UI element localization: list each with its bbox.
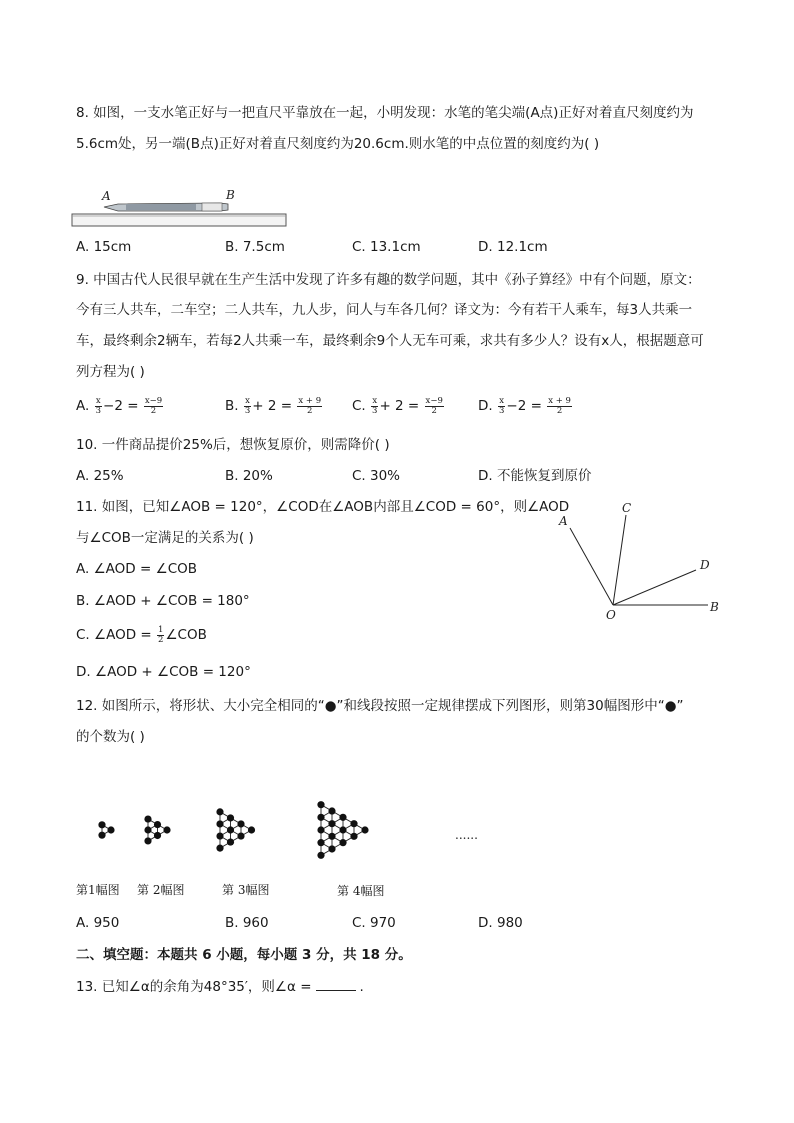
- q10-option-a[interactable]: A. 25%: [76, 468, 124, 484]
- ray-b-label: B: [710, 600, 719, 614]
- pattern-dot-fig3: [227, 838, 234, 845]
- pattern-dot-fig3: [227, 814, 234, 821]
- q9-text-line1: 9. 中国古代人民很早就在生产生活中发现了许多有趣的数学问题，其中《孙子算经》中有个问题，原文：: [76, 272, 701, 288]
- q9-option-a[interactable]: A. $\frac{x}{3}$ −2 = $\frac{x-9}{2}$: [76, 395, 163, 416]
- answer-blank[interactable]: [316, 976, 356, 991]
- q12-option-a[interactable]: A. 950: [76, 915, 120, 931]
- pattern-dot-fig3: [237, 820, 244, 827]
- angle-figure: [550, 498, 730, 623]
- q8-text-line1: 8. 如图，一支水笔正好与一把直尺平靠放在一起，小明发现：水笔的笔尖端(A点)正好对着直尺刻度约为: [76, 105, 694, 121]
- q12-text-line2: 的个数为( ): [76, 729, 145, 745]
- caption-figure-2: 第 2幅图: [137, 883, 185, 897]
- pattern-dot-fig4: [350, 820, 357, 827]
- point-b-label: B: [226, 188, 235, 202]
- q11-option-d[interactable]: D. ∠AOD + ∠COB = 120°: [76, 664, 251, 680]
- q10-text: 10. 一件商品提价25%后，想恢复原价，则需降价( ): [76, 437, 390, 453]
- pattern-dot-fig3: [216, 820, 223, 827]
- section-fill-in-heading: 二、填空题：本题共 6 小题，每小题 3 分，共 18 分。: [76, 947, 412, 963]
- point-a-label: A: [102, 189, 111, 203]
- vertex-o-label: O: [606, 608, 616, 622]
- pattern-dot-fig3: [216, 832, 223, 839]
- pattern-dot-fig2: [144, 837, 151, 844]
- pen-ruler-figure: [70, 186, 290, 234]
- pattern-dot-fig1: [107, 826, 114, 833]
- q8-option-b[interactable]: B. 7.5cm: [225, 239, 285, 255]
- pattern-dot-fig2: [144, 826, 151, 833]
- pattern-dot-fig3: [237, 832, 244, 839]
- pattern-dot-fig4: [317, 801, 324, 808]
- pattern-dot-fig4: [339, 839, 346, 846]
- pattern-dot-fig4: [317, 814, 324, 821]
- q10-option-d[interactable]: D. 不能恢复到原价: [478, 468, 592, 484]
- caption-figure-1: 第1幅图: [76, 883, 120, 897]
- q9-option-c[interactable]: C. $\frac{x}{3}$ + 2 = $\frac{x-9}{2}$: [352, 395, 443, 416]
- pattern-dot-fig4: [317, 839, 324, 846]
- q9-text-line4: 列方程为( ): [76, 364, 145, 380]
- pattern-dot-fig3: [216, 845, 223, 852]
- pattern-dot-fig4: [317, 852, 324, 859]
- pattern-dot-fig4: [339, 826, 346, 833]
- pattern-dot-fig4: [328, 833, 335, 840]
- ray-a-label: A: [559, 514, 568, 528]
- pattern-dot-fig3: [248, 826, 255, 833]
- q9-text-line3: 车，最终剩余2辆车，若每2人共乘一车，最终剩余9个人无车可乘，求共有多少人？设有x人，根据题意可: [76, 333, 704, 349]
- q9-option-d[interactable]: D. $\frac{x}{3}$ −2 = $\frac{x + 9}{2}$: [478, 395, 571, 416]
- q8-option-a[interactable]: A. 15cm: [76, 239, 132, 255]
- pattern-dot-fig3: [216, 808, 223, 815]
- pattern-dot-fig2: [154, 821, 161, 828]
- q11-option-b[interactable]: B. ∠AOD + ∠COB = 180°: [76, 593, 250, 609]
- pattern-dot-fig4: [328, 845, 335, 852]
- pattern-dot-fig4: [317, 826, 324, 833]
- pattern-dot-fig2: [144, 815, 151, 822]
- pattern-dot-fig4: [328, 807, 335, 814]
- caption-figure-3: 第 3幅图: [222, 883, 270, 897]
- q9-option-b[interactable]: B. $\frac{x}{3}$ + 2 = $\frac{x + 9}{2}$: [225, 395, 322, 416]
- pattern-dot-fig1: [98, 832, 105, 839]
- q10-option-b[interactable]: B. 20%: [225, 468, 273, 484]
- pattern-dot-fig3: [227, 826, 234, 833]
- pattern-dot-fig2: [154, 832, 161, 839]
- q11-text-line2: 与∠COB一定满足的关系为( ): [76, 530, 254, 546]
- pattern-dot-fig4: [350, 833, 357, 840]
- pattern-dot-fig1: [98, 821, 105, 828]
- q12-option-b[interactable]: B. 960: [225, 915, 269, 931]
- caption-figure-4: 第 4幅图: [337, 884, 385, 898]
- q8-text-line2: 5.6cm处，另一端(B点)正好对着直尺刻度约为20.6cm.则水笔的中点位置的刻度约为( ): [76, 136, 600, 152]
- q11-option-c[interactable]: C. ∠AOD = $\frac{1}{2}$ ∠COB: [76, 624, 207, 645]
- dot-pattern-figure: [60, 790, 500, 870]
- q11-option-a[interactable]: A. ∠AOD = ∠COB: [76, 561, 198, 577]
- pattern-dot-fig4: [361, 826, 368, 833]
- q13-text: 13. 已知∠α的余角为48°35′，则∠α = .: [76, 976, 364, 997]
- ray-c-label: C: [622, 501, 632, 515]
- q11-text-line1: 11. 如图，已知∠AOB = 120°，∠COD在∠AOB内部且∠COD = 60°，则∠AOD: [76, 499, 570, 515]
- q12-option-c[interactable]: C. 970: [352, 915, 396, 931]
- ray-d-label: D: [700, 558, 710, 572]
- q8-option-d[interactable]: D. 12.1cm: [478, 239, 548, 255]
- pattern-dot-fig4: [328, 820, 335, 827]
- q12-option-d[interactable]: D. 980: [478, 915, 523, 931]
- pattern-ellipsis: ......: [455, 828, 478, 842]
- q10-option-c[interactable]: C. 30%: [352, 468, 401, 484]
- q9-text-line2: 今有三人共车，二车空；二人共车，九人步，问人与车各几何？译文为：今有若干人乘车，每3人共乘一: [76, 302, 693, 318]
- pattern-dot-fig4: [339, 814, 346, 821]
- q12-text-line1: 12. 如图所示，将形状、大小完全相同的“●”和线段按照一定规律摆成下列图形，则第30幅图形中“●”: [76, 698, 684, 714]
- q8-option-c[interactable]: C. 13.1cm: [352, 239, 421, 255]
- pattern-dot-fig2: [163, 826, 170, 833]
